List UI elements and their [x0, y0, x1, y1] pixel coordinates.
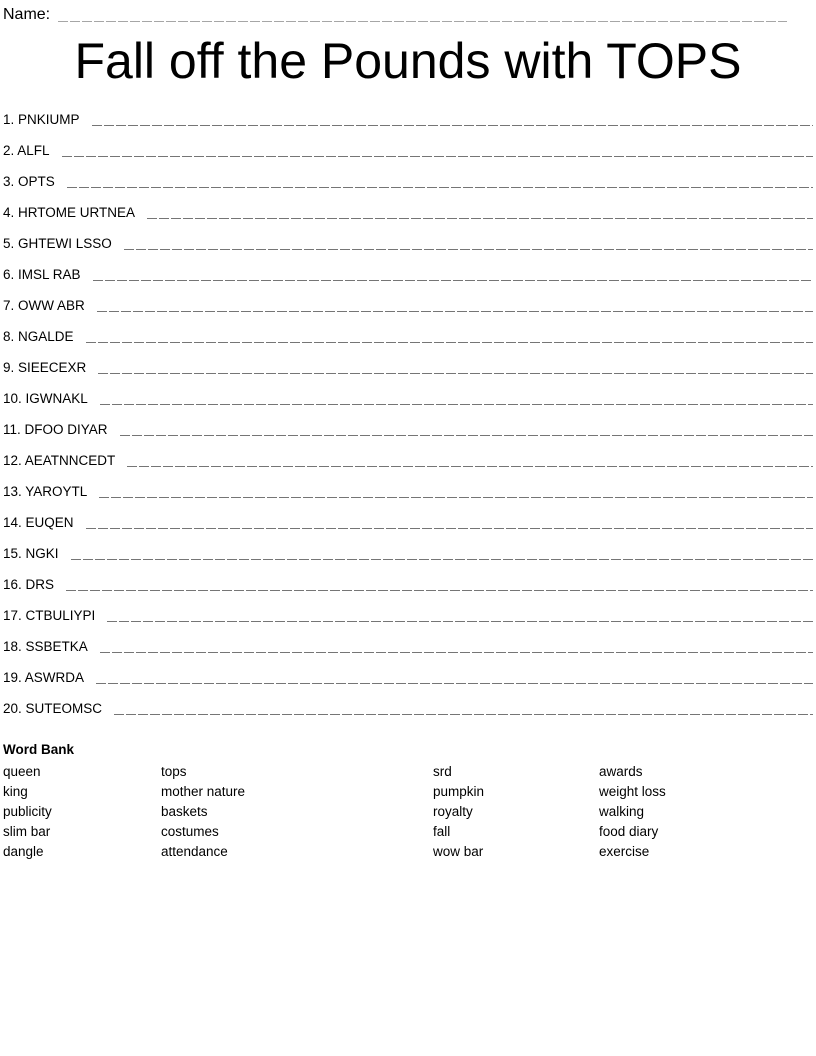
item-label: 11. DFOO DIYAR [3, 421, 108, 437]
word-bank-word: food diary [599, 824, 659, 839]
answer-line [147, 218, 813, 219]
item-label: 9. SIEECEXR [3, 359, 87, 375]
word-bank-word: weight loss [599, 784, 666, 799]
scramble-item [3, 469, 813, 500]
word-bank-word: publicity [3, 804, 52, 819]
scramble-item [3, 407, 813, 438]
word-bank-word: king [3, 784, 28, 799]
name-label: Name: [3, 6, 51, 23]
word-bank-word: pumpkin [433, 784, 485, 799]
item-label: 16. DRS [3, 576, 55, 592]
answer-line [62, 156, 813, 157]
name-row [3, 0, 787, 23]
scramble-item [3, 159, 813, 190]
item-label: 7. OWW ABR [3, 297, 85, 313]
answer-line [86, 528, 813, 529]
item-label: 6. IMSL RAB [3, 266, 81, 282]
scramble-item [3, 500, 813, 531]
answer-line [97, 311, 813, 312]
item-label: 1. PNKIUMP [3, 111, 80, 127]
answer-line [107, 621, 813, 622]
answer-line [92, 125, 813, 126]
word-bank-word: royalty [433, 804, 473, 819]
worksheet-title: Fall off the Pounds with TOPS [74, 33, 742, 89]
word-bank-word: dangle [3, 844, 44, 859]
scramble-item [3, 283, 813, 314]
word-bank-word: wow bar [433, 844, 484, 859]
word-bank-word: tops [161, 764, 187, 779]
item-label: 12. AEATNNCEDT [3, 452, 116, 468]
item-label: 3. OPTS [3, 173, 55, 189]
scramble-item [3, 531, 813, 562]
scramble-item [3, 190, 813, 221]
scramble-item-list [3, 97, 813, 717]
answer-line [86, 342, 813, 343]
word-bank-word: queen [3, 764, 41, 779]
item-label: 14. EUQEN [3, 514, 74, 530]
word-bank-word: slim bar [3, 824, 51, 839]
answer-line [66, 590, 813, 591]
item-label: 19. ASWRDA [3, 669, 85, 685]
word-bank-word: exercise [599, 844, 650, 859]
word-bank-word: costumes [161, 824, 219, 839]
word-bank-word: srd [433, 764, 452, 779]
answer-line [127, 466, 813, 467]
item-label: 13. YAROYTL [3, 483, 88, 499]
scramble-item [3, 128, 813, 159]
item-label: 2. ALFL [3, 142, 50, 158]
answer-line [100, 404, 813, 405]
scramble-item [3, 252, 813, 283]
scramble-item [3, 314, 813, 345]
word-bank-word: walking [599, 804, 645, 819]
word-bank-word: mother nature [161, 784, 246, 799]
scramble-item [3, 686, 813, 717]
scramble-item [3, 562, 813, 593]
word-bank-grid [3, 762, 813, 862]
answer-line [120, 435, 813, 436]
word-bank-word: awards [599, 764, 643, 779]
answer-line [99, 497, 813, 498]
answer-line [96, 683, 813, 684]
word-bank-word: fall [433, 824, 451, 839]
word-bank-word: baskets [161, 804, 208, 819]
answer-line [98, 373, 813, 374]
item-label: 17. CTBULIYPI [3, 607, 96, 623]
answer-line [93, 280, 813, 281]
answer-line [114, 714, 813, 715]
item-label: 20. SUTEOMSC [3, 700, 103, 716]
answer-line [100, 652, 813, 653]
scramble-item [3, 624, 813, 655]
scramble-item [3, 345, 813, 376]
scramble-item [3, 97, 813, 128]
item-label: 15. NGKI [3, 545, 59, 561]
answer-line [71, 559, 813, 560]
scramble-item [3, 376, 813, 407]
item-label: 18. SSBETKA [3, 638, 88, 654]
scramble-item [3, 593, 813, 624]
item-label: 10. IGWNAKL [3, 390, 88, 406]
scramble-item [3, 438, 813, 469]
scramble-item [3, 221, 813, 252]
item-label: 4. HRTOME URTNEA [3, 204, 136, 220]
item-label: 8. NGALDE [3, 328, 74, 344]
word-bank-section [3, 741, 813, 862]
answer-line [124, 249, 813, 250]
word-bank-heading: Word Bank [3, 742, 75, 757]
scramble-item [3, 655, 813, 686]
answer-line [67, 187, 813, 188]
item-label: 5. GHTEWI LSSO [3, 235, 112, 251]
name-blank-line [58, 21, 787, 22]
word-bank-word: attendance [161, 844, 228, 859]
